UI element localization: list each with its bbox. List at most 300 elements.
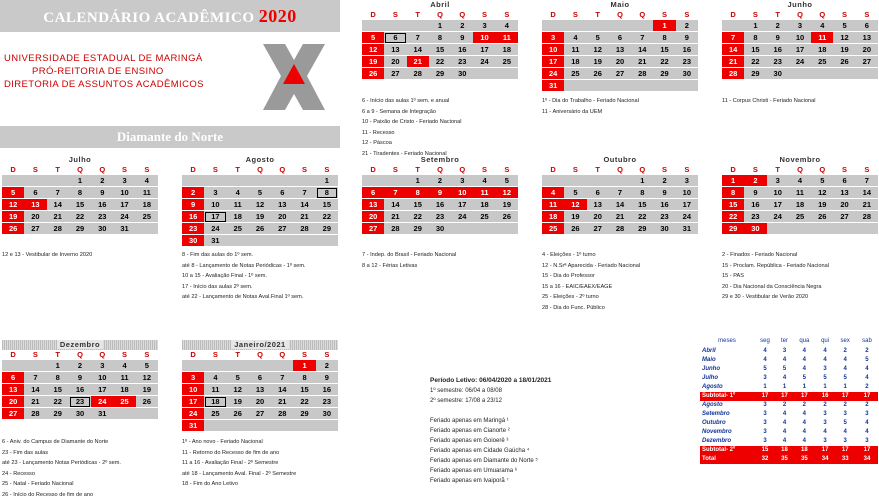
day-cell[interactable]: 27 <box>271 223 293 235</box>
day-cell[interactable]: 14 <box>609 199 631 211</box>
day-cell[interactable]: 16 <box>69 384 91 396</box>
day-cell[interactable]: 29 <box>47 408 69 420</box>
day-cell[interactable]: 8 <box>429 32 451 44</box>
day-cell[interactable]: 29 <box>744 68 766 80</box>
day-cell[interactable]: 7 <box>722 32 744 44</box>
day-cell[interactable]: 1 <box>722 175 744 187</box>
day-cell[interactable]: 1 <box>316 175 338 187</box>
day-cell[interactable]: 4 <box>564 32 586 44</box>
day-cell[interactable]: 30 <box>451 68 473 80</box>
day-cell[interactable]: 11 <box>113 372 135 384</box>
day-cell[interactable]: 5 <box>362 32 384 44</box>
day-cell[interactable]: 28 <box>722 68 744 80</box>
day-cell[interactable]: 19 <box>811 199 833 211</box>
day-cell[interactable]: 1 <box>653 20 675 32</box>
day-cell[interactable]: 2 <box>653 175 675 187</box>
day-cell[interactable]: 16 <box>744 199 766 211</box>
day-cell[interactable]: 11 <box>789 187 811 199</box>
day-cell[interactable]: 7 <box>407 32 429 44</box>
day-cell[interactable]: 9 <box>429 187 451 199</box>
day-cell[interactable]: 16 <box>182 211 204 223</box>
day-cell[interactable]: 14 <box>293 199 315 211</box>
day-cell[interactable]: 12 <box>2 199 24 211</box>
day-cell[interactable]: 18 <box>227 211 249 223</box>
day-cell[interactable]: 18 <box>789 199 811 211</box>
day-cell[interactable]: 7 <box>293 187 315 199</box>
day-cell[interactable]: 29 <box>653 68 675 80</box>
day-cell[interactable]: 19 <box>136 384 158 396</box>
day-cell[interactable]: 13 <box>856 32 878 44</box>
day-cell[interactable]: 31 <box>676 223 698 235</box>
day-cell[interactable]: 8 <box>744 32 766 44</box>
day-cell[interactable]: 11 <box>473 187 495 199</box>
day-cell[interactable]: 27 <box>856 56 878 68</box>
day-cell[interactable]: 26 <box>564 223 586 235</box>
day-cell[interactable]: 17 <box>204 211 226 223</box>
day-cell[interactable]: 1 <box>69 175 91 187</box>
day-cell[interactable]: 24 <box>451 211 473 223</box>
day-cell[interactable]: 13 <box>2 384 24 396</box>
day-cell[interactable]: 13 <box>609 44 631 56</box>
day-cell[interactable]: 3 <box>91 360 113 372</box>
day-cell[interactable]: 15 <box>407 199 429 211</box>
day-cell[interactable]: 27 <box>2 408 24 420</box>
day-cell[interactable]: 16 <box>451 44 473 56</box>
day-cell[interactable]: 13 <box>362 199 384 211</box>
day-cell[interactable]: 31 <box>182 420 204 432</box>
day-cell[interactable]: 4 <box>496 20 518 32</box>
day-cell[interactable]: 15 <box>722 199 744 211</box>
day-cell[interactable]: 12 <box>362 44 384 56</box>
day-cell[interactable]: 15 <box>744 44 766 56</box>
day-cell[interactable]: 6 <box>384 32 406 44</box>
day-cell[interactable]: 23 <box>69 396 91 408</box>
day-cell[interactable]: 20 <box>249 396 271 408</box>
day-cell[interactable]: 31 <box>113 223 135 235</box>
day-cell[interactable]: 11 <box>136 187 158 199</box>
day-cell[interactable]: 17 <box>473 44 495 56</box>
day-cell[interactable]: 6 <box>362 187 384 199</box>
day-cell[interactable]: 27 <box>609 68 631 80</box>
day-cell[interactable]: 10 <box>451 187 473 199</box>
day-cell[interactable]: 11 <box>496 32 518 44</box>
day-cell[interactable]: 12 <box>564 199 586 211</box>
day-cell[interactable]: 18 <box>136 199 158 211</box>
day-cell[interactable]: 7 <box>609 187 631 199</box>
day-cell[interactable]: 14 <box>384 199 406 211</box>
day-cell[interactable]: 20 <box>587 211 609 223</box>
day-cell[interactable]: 4 <box>789 175 811 187</box>
day-cell[interactable]: 14 <box>47 199 69 211</box>
day-cell[interactable]: 2 <box>69 360 91 372</box>
day-cell[interactable]: 5 <box>249 187 271 199</box>
day-cell[interactable]: 21 <box>24 396 46 408</box>
day-cell[interactable]: 1 <box>407 175 429 187</box>
day-cell[interactable]: 22 <box>47 396 69 408</box>
day-cell[interactable]: 12 <box>496 187 518 199</box>
day-cell[interactable]: 20 <box>856 44 878 56</box>
day-cell[interactable]: 17 <box>789 44 811 56</box>
day-cell[interactable]: 27 <box>362 223 384 235</box>
day-cell[interactable]: 26 <box>249 223 271 235</box>
day-cell[interactable]: 7 <box>631 32 653 44</box>
day-cell[interactable]: 26 <box>496 211 518 223</box>
day-cell[interactable]: 21 <box>631 56 653 68</box>
day-cell[interactable]: 29 <box>429 68 451 80</box>
day-cell[interactable]: 3 <box>113 175 135 187</box>
day-cell[interactable]: 25 <box>113 396 135 408</box>
day-cell[interactable]: 30 <box>316 408 338 420</box>
day-cell[interactable]: 13 <box>24 199 46 211</box>
day-cell[interactable]: 17 <box>767 199 789 211</box>
day-cell[interactable]: 3 <box>789 20 811 32</box>
day-cell[interactable]: 9 <box>744 187 766 199</box>
day-cell[interactable]: 14 <box>631 44 653 56</box>
day-cell[interactable]: 13 <box>271 199 293 211</box>
day-cell[interactable]: 17 <box>451 199 473 211</box>
day-cell[interactable]: 5 <box>136 360 158 372</box>
day-cell[interactable]: 25 <box>789 211 811 223</box>
day-cell[interactable]: 1 <box>744 20 766 32</box>
day-cell[interactable]: 21 <box>271 396 293 408</box>
day-cell[interactable]: 26 <box>587 68 609 80</box>
day-cell[interactable]: 18 <box>564 56 586 68</box>
day-cell[interactable]: 20 <box>2 396 24 408</box>
day-cell[interactable]: 22 <box>631 211 653 223</box>
day-cell[interactable]: 31 <box>204 235 226 247</box>
day-cell[interactable]: 27 <box>249 408 271 420</box>
day-cell[interactable]: 15 <box>653 44 675 56</box>
day-cell[interactable]: 28 <box>631 68 653 80</box>
day-cell[interactable]: 16 <box>676 44 698 56</box>
day-cell[interactable]: 21 <box>609 211 631 223</box>
day-cell[interactable]: 28 <box>856 211 878 223</box>
day-cell[interactable]: 20 <box>362 211 384 223</box>
day-cell[interactable]: 30 <box>91 223 113 235</box>
day-cell[interactable]: 11 <box>811 32 833 44</box>
day-cell[interactable]: 2 <box>676 20 698 32</box>
day-cell[interactable]: 9 <box>653 187 675 199</box>
day-cell[interactable]: 17 <box>182 396 204 408</box>
day-cell[interactable]: 16 <box>429 199 451 211</box>
day-cell[interactable]: 16 <box>767 44 789 56</box>
day-cell[interactable]: 6 <box>856 20 878 32</box>
day-cell[interactable]: 28 <box>407 68 429 80</box>
day-cell[interactable]: 18 <box>542 211 564 223</box>
day-cell[interactable]: 29 <box>316 223 338 235</box>
day-cell[interactable]: 20 <box>833 199 855 211</box>
day-cell[interactable]: 23 <box>182 223 204 235</box>
day-cell[interactable]: 8 <box>407 187 429 199</box>
day-cell[interactable]: 12 <box>811 187 833 199</box>
day-cell[interactable]: 15 <box>316 199 338 211</box>
day-cell[interactable]: 2 <box>451 20 473 32</box>
day-cell[interactable]: 10 <box>676 187 698 199</box>
day-cell[interactable]: 25 <box>542 223 564 235</box>
day-cell[interactable]: 16 <box>91 199 113 211</box>
day-cell[interactable]: 28 <box>24 408 46 420</box>
day-cell[interactable]: 23 <box>653 211 675 223</box>
day-cell[interactable]: 10 <box>182 384 204 396</box>
day-cell[interactable]: 14 <box>722 44 744 56</box>
day-cell[interactable]: 13 <box>249 384 271 396</box>
day-cell[interactable]: 5 <box>227 372 249 384</box>
day-cell[interactable]: 29 <box>631 223 653 235</box>
day-cell[interactable]: 11 <box>564 44 586 56</box>
day-cell[interactable]: 21 <box>722 56 744 68</box>
day-cell[interactable]: 20 <box>609 56 631 68</box>
day-cell[interactable]: 1 <box>429 20 451 32</box>
day-cell[interactable]: 27 <box>833 211 855 223</box>
day-cell[interactable]: 19 <box>362 56 384 68</box>
day-cell[interactable]: 17 <box>676 199 698 211</box>
day-cell[interactable]: 22 <box>316 211 338 223</box>
day-cell[interactable]: 24 <box>676 211 698 223</box>
day-cell[interactable]: 15 <box>631 199 653 211</box>
day-cell[interactable]: 5 <box>496 175 518 187</box>
day-cell[interactable]: 9 <box>69 372 91 384</box>
day-cell[interactable]: 9 <box>676 32 698 44</box>
day-cell[interactable]: 21 <box>856 199 878 211</box>
day-cell[interactable]: 18 <box>496 44 518 56</box>
day-cell[interactable]: 2 <box>316 360 338 372</box>
day-cell[interactable]: 7 <box>47 187 69 199</box>
day-cell[interactable]: 19 <box>564 211 586 223</box>
day-cell[interactable]: 7 <box>384 187 406 199</box>
day-cell[interactable]: 23 <box>744 211 766 223</box>
day-cell[interactable]: 8 <box>316 187 338 199</box>
day-cell[interactable]: 22 <box>69 211 91 223</box>
day-cell[interactable]: 2 <box>429 175 451 187</box>
day-cell[interactable]: 23 <box>676 56 698 68</box>
day-cell[interactable]: 20 <box>24 211 46 223</box>
day-cell[interactable]: 19 <box>249 211 271 223</box>
day-cell[interactable]: 25 <box>136 211 158 223</box>
day-cell[interactable]: 28 <box>47 223 69 235</box>
day-cell[interactable]: 6 <box>271 187 293 199</box>
day-cell[interactable]: 25 <box>811 56 833 68</box>
day-cell[interactable]: 26 <box>362 68 384 80</box>
day-cell[interactable]: 24 <box>113 211 135 223</box>
day-cell[interactable]: 12 <box>227 384 249 396</box>
day-cell[interactable]: 13 <box>384 44 406 56</box>
day-cell[interactable]: 18 <box>473 199 495 211</box>
day-cell[interactable]: 31 <box>91 408 113 420</box>
day-cell[interactable]: 1 <box>47 360 69 372</box>
day-cell[interactable]: 8 <box>722 187 744 199</box>
day-cell[interactable]: 26 <box>833 56 855 68</box>
day-cell[interactable]: 18 <box>113 384 135 396</box>
day-cell[interactable]: 14 <box>271 384 293 396</box>
day-cell[interactable]: 28 <box>271 408 293 420</box>
day-cell[interactable]: 10 <box>473 32 495 44</box>
day-cell[interactable]: 2 <box>744 175 766 187</box>
day-cell[interactable]: 26 <box>811 211 833 223</box>
day-cell[interactable]: 27 <box>24 223 46 235</box>
day-cell[interactable]: 23 <box>451 56 473 68</box>
day-cell[interactable]: 22 <box>293 396 315 408</box>
day-cell[interactable]: 12 <box>136 372 158 384</box>
day-cell[interactable]: 24 <box>542 68 564 80</box>
day-cell[interactable]: 10 <box>542 44 564 56</box>
day-cell[interactable]: 25 <box>204 408 226 420</box>
day-cell[interactable]: 29 <box>293 408 315 420</box>
day-cell[interactable]: 24 <box>91 396 113 408</box>
day-cell[interactable]: 30 <box>182 235 204 247</box>
day-cell[interactable]: 11 <box>227 199 249 211</box>
day-cell[interactable]: 24 <box>182 408 204 420</box>
day-cell[interactable]: 22 <box>429 56 451 68</box>
day-cell[interactable]: 18 <box>811 44 833 56</box>
day-cell[interactable]: 23 <box>316 396 338 408</box>
day-cell[interactable]: 9 <box>182 199 204 211</box>
day-cell[interactable]: 9 <box>451 32 473 44</box>
day-cell[interactable]: 2 <box>91 175 113 187</box>
day-cell[interactable]: 12 <box>587 44 609 56</box>
day-cell[interactable]: 3 <box>767 175 789 187</box>
day-cell[interactable]: 28 <box>384 223 406 235</box>
day-cell[interactable]: 26 <box>136 396 158 408</box>
day-cell[interactable]: 6 <box>609 32 631 44</box>
day-cell[interactable]: 16 <box>653 199 675 211</box>
day-cell[interactable]: 19 <box>587 56 609 68</box>
day-cell[interactable]: 14 <box>856 187 878 199</box>
day-cell[interactable]: 30 <box>653 223 675 235</box>
day-cell[interactable]: 25 <box>564 68 586 80</box>
day-cell[interactable]: 8 <box>653 32 675 44</box>
day-cell[interactable]: 6 <box>587 187 609 199</box>
day-cell[interactable]: 17 <box>113 199 135 211</box>
day-cell[interactable]: 26 <box>227 408 249 420</box>
day-cell[interactable]: 15 <box>47 384 69 396</box>
day-cell[interactable]: 14 <box>24 384 46 396</box>
day-cell[interactable]: 13 <box>587 199 609 211</box>
day-cell[interactable]: 29 <box>407 223 429 235</box>
day-cell[interactable]: 10 <box>204 199 226 211</box>
day-cell[interactable]: 12 <box>833 32 855 44</box>
day-cell[interactable]: 8 <box>69 187 91 199</box>
day-cell[interactable]: 19 <box>227 396 249 408</box>
day-cell[interactable]: 31 <box>542 80 564 92</box>
day-cell[interactable]: 30 <box>429 223 451 235</box>
day-cell[interactable]: 13 <box>833 187 855 199</box>
day-cell[interactable]: 10 <box>789 32 811 44</box>
day-cell[interactable]: 22 <box>653 56 675 68</box>
day-cell[interactable]: 4 <box>204 372 226 384</box>
day-cell[interactable]: 29 <box>69 223 91 235</box>
day-cell[interactable]: 9 <box>767 32 789 44</box>
day-cell[interactable]: 8 <box>47 372 69 384</box>
day-cell[interactable]: 11 <box>204 384 226 396</box>
day-cell[interactable]: 24 <box>473 56 495 68</box>
day-cell[interactable]: 3 <box>451 175 473 187</box>
day-cell[interactable]: 6 <box>833 175 855 187</box>
day-cell[interactable]: 23 <box>91 211 113 223</box>
day-cell[interactable]: 3 <box>182 372 204 384</box>
day-cell[interactable]: 14 <box>407 44 429 56</box>
day-cell[interactable]: 9 <box>91 187 113 199</box>
day-cell[interactable]: 2 <box>182 187 204 199</box>
day-cell[interactable]: 29 <box>722 223 744 235</box>
day-cell[interactable]: 23 <box>767 56 789 68</box>
day-cell[interactable]: 19 <box>2 211 24 223</box>
day-cell[interactable]: 4 <box>811 20 833 32</box>
day-cell[interactable]: 6 <box>24 187 46 199</box>
day-cell[interactable]: 7 <box>271 372 293 384</box>
day-cell[interactable]: 25 <box>473 211 495 223</box>
day-cell[interactable]: 9 <box>316 372 338 384</box>
day-cell[interactable]: 2 <box>767 20 789 32</box>
day-cell[interactable]: 1 <box>293 360 315 372</box>
day-cell[interactable]: 4 <box>136 175 158 187</box>
day-cell[interactable]: 21 <box>407 56 429 68</box>
day-cell[interactable]: 23 <box>429 211 451 223</box>
day-cell[interactable]: 30 <box>744 223 766 235</box>
day-cell[interactable]: 28 <box>293 223 315 235</box>
day-cell[interactable]: 3 <box>542 32 564 44</box>
day-cell[interactable]: 30 <box>767 68 789 80</box>
day-cell[interactable]: 28 <box>609 223 631 235</box>
day-cell[interactable]: 4 <box>227 187 249 199</box>
day-cell[interactable]: 3 <box>473 20 495 32</box>
day-cell[interactable]: 21 <box>293 211 315 223</box>
day-cell[interactable]: 4 <box>113 360 135 372</box>
day-cell[interactable]: 30 <box>676 68 698 80</box>
day-cell[interactable]: 27 <box>384 68 406 80</box>
day-cell[interactable]: 25 <box>496 56 518 68</box>
day-cell[interactable]: 15 <box>429 44 451 56</box>
day-cell[interactable]: 4 <box>542 187 564 199</box>
day-cell[interactable]: 6 <box>249 372 271 384</box>
day-cell[interactable]: 7 <box>856 175 878 187</box>
day-cell[interactable]: 8 <box>293 372 315 384</box>
day-cell[interactable]: 21 <box>47 211 69 223</box>
day-cell[interactable]: 20 <box>384 56 406 68</box>
day-cell[interactable]: 22 <box>722 211 744 223</box>
day-cell[interactable]: 10 <box>767 187 789 199</box>
day-cell[interactable]: 20 <box>271 211 293 223</box>
day-cell[interactable]: 19 <box>833 44 855 56</box>
day-cell[interactable]: 8 <box>631 187 653 199</box>
day-cell[interactable]: 3 <box>676 175 698 187</box>
day-cell[interactable]: 22 <box>407 211 429 223</box>
day-cell[interactable]: 3 <box>204 187 226 199</box>
day-cell[interactable]: 30 <box>69 408 91 420</box>
day-cell[interactable]: 21 <box>384 211 406 223</box>
day-cell[interactable]: 17 <box>91 384 113 396</box>
day-cell[interactable]: 1 <box>631 175 653 187</box>
day-cell[interactable]: 5 <box>587 32 609 44</box>
day-cell[interactable]: 12 <box>249 199 271 211</box>
day-cell[interactable]: 27 <box>587 223 609 235</box>
day-cell[interactable]: 10 <box>91 372 113 384</box>
day-cell[interactable]: 6 <box>2 372 24 384</box>
day-cell[interactable]: 5 <box>564 187 586 199</box>
day-cell[interactable]: 4 <box>473 175 495 187</box>
day-cell[interactable]: 19 <box>496 199 518 211</box>
day-cell[interactable]: 15 <box>69 199 91 211</box>
day-cell[interactable]: 24 <box>789 56 811 68</box>
day-cell[interactable]: 24 <box>204 223 226 235</box>
day-cell[interactable]: 5 <box>2 187 24 199</box>
day-cell[interactable]: 7 <box>24 372 46 384</box>
day-cell[interactable]: 26 <box>2 223 24 235</box>
day-cell[interactable]: 15 <box>293 384 315 396</box>
day-cell[interactable]: 17 <box>542 56 564 68</box>
day-cell[interactable]: 18 <box>204 396 226 408</box>
day-cell[interactable]: 5 <box>833 20 855 32</box>
day-cell[interactable]: 24 <box>767 211 789 223</box>
